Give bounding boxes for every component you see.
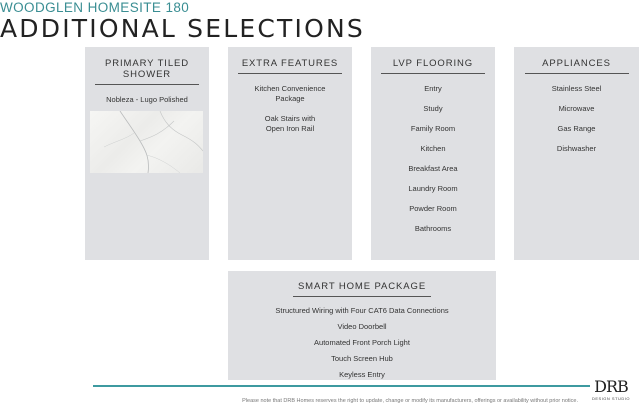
list-item: Laundry Room <box>408 184 458 193</box>
marble-tile-swatch <box>90 111 203 173</box>
list-item: Powder Room <box>409 204 457 213</box>
list-item: Gas Range <box>557 124 596 133</box>
list-item: Stainless Steel <box>551 84 602 93</box>
list-item: Package <box>275 94 305 103</box>
list-item: Oak Stairs with <box>264 114 316 123</box>
list-item: Microwave <box>558 104 595 113</box>
list-item: Dishwasher <box>556 144 597 153</box>
primary-tiled-shower-panel <box>85 47 209 260</box>
list-item: Study <box>423 104 443 113</box>
list-item: Kitchen <box>420 144 446 153</box>
extra-features-panel <box>228 47 352 260</box>
lvp-flooring-panel <box>371 47 495 260</box>
logo-subtitle: DESIGN STUDIO <box>591 396 631 401</box>
list-item: Family Room <box>410 124 456 133</box>
shower-tile-name: Nobleza - Lugo Polished <box>106 95 188 104</box>
list-item: Breakfast Area <box>408 164 458 173</box>
homesite-subtitle: WOODGLEN HOMESITE 180 <box>0 0 190 15</box>
list-item: Automated Front Porch Light <box>314 338 410 347</box>
list-item: Touch Screen Hub <box>331 354 393 363</box>
drb-design-studio-logo <box>590 378 632 405</box>
smart-home-package-panel <box>228 271 496 380</box>
list-item: Bathrooms <box>414 224 452 233</box>
panel-heading: APPLIANCES <box>525 47 629 74</box>
list-item: Open Iron Rail <box>265 124 315 133</box>
panel-heading: EXTRA FEATURES <box>238 47 342 74</box>
list-item: Video Doorbell <box>337 322 387 331</box>
marble-veins <box>90 111 203 173</box>
page-title: ADDITIONAL SELECTIONS <box>0 14 365 43</box>
appliances-panel <box>514 47 639 260</box>
disclaimer-note: Please note that DRB Homes reserves the right to update, change or modify its manufacturers, offerings or availability without prior notice. <box>242 398 578 404</box>
footer-divider <box>93 385 590 387</box>
list-item: Structured Wiring with Four CAT6 Data Connections <box>275 306 449 315</box>
list-item: Kitchen Convenience <box>254 84 326 93</box>
panel-heading: SMART HOME PACKAGE <box>293 271 431 297</box>
logo-mark: DRB <box>594 377 628 396</box>
panel-heading: PRIMARY TILED SHOWER <box>95 47 199 85</box>
list-item: Entry <box>424 84 442 93</box>
list-item: Keyless Entry <box>339 370 385 379</box>
panel-heading: LVP FLOORING <box>381 47 485 74</box>
